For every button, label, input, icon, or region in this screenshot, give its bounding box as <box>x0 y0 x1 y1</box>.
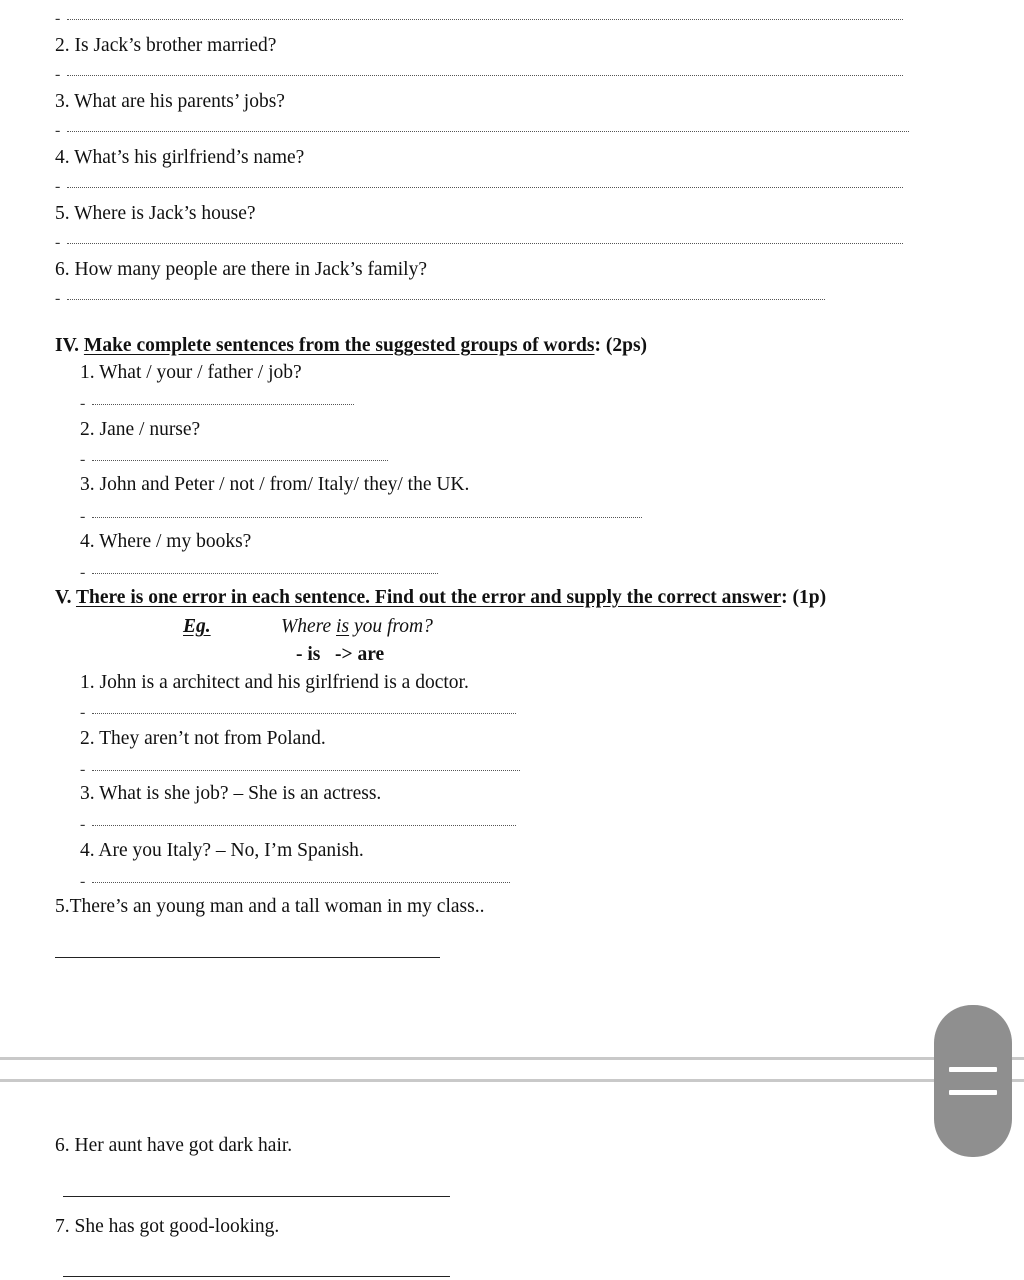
example-sentence-start: Where <box>281 616 337 637</box>
exercise-4-item-4: 4. Where / my books? <box>80 531 252 552</box>
exercise-5-item-6: 6. Her aunt have got dark hair. <box>55 1135 293 1156</box>
grip-icon <box>949 1067 997 1072</box>
question-4: 4. What’s his girlfriend’s name? <box>55 147 305 168</box>
section-5-heading <box>55 586 826 610</box>
exercise-5-item-3: 3. What is she job? – She is an actress. <box>80 783 382 804</box>
answer-line[interactable]: - <box>55 12 903 26</box>
answer-line[interactable]: - <box>55 292 825 306</box>
answer-line[interactable]: - <box>55 124 909 138</box>
exercise-5-item-5: 5.There’s an young man and a tall woman in my class.. <box>55 896 485 917</box>
exercise-4-item-1: 1. What / your / father / job? <box>80 362 302 383</box>
question-6: 6. How many people are there in Jack’s family? <box>55 259 427 280</box>
example-sentence <box>281 615 433 639</box>
grip-icon <box>949 1090 997 1095</box>
answer-line[interactable]: - <box>80 875 510 889</box>
example-sentence-end: you from? <box>349 616 433 637</box>
answer-line[interactable]: - <box>80 566 438 580</box>
answer-line[interactable]: - <box>80 706 516 720</box>
answer-line[interactable]: - <box>80 510 642 524</box>
answer-underline[interactable] <box>55 957 440 958</box>
answer-line[interactable]: - <box>55 180 903 194</box>
answer-line[interactable]: - <box>80 453 388 467</box>
example-correction: - is -> are <box>296 644 385 665</box>
question-3: 3. What are his parents’ jobs? <box>55 91 285 112</box>
section-5-points: : (1p) <box>781 587 827 608</box>
exercise-4-item-3: 3. John and Peter / not / from/ Italy/ they/ the UK. <box>80 474 470 495</box>
section-5-number: V. <box>55 587 72 608</box>
question-2: 2. Is Jack’s brother married? <box>55 35 277 56</box>
answer-underline[interactable] <box>63 1276 450 1277</box>
answer-line[interactable]: - <box>55 236 903 250</box>
exercise-5-item-2: 2. They aren’t not from Poland. <box>80 728 326 749</box>
answer-line[interactable]: - <box>55 68 903 82</box>
section-4-number: IV. <box>55 335 80 356</box>
exercise-5-item-1: 1. John is a architect and his girlfriend is a doctor. <box>80 672 469 693</box>
section-4-heading <box>55 334 647 358</box>
example-label: Eg. <box>183 616 211 637</box>
exercise-5-item-4: 4. Are you Italy? – No, I’m Spanish. <box>80 840 364 861</box>
section-4-points: : (2ps) <box>594 335 648 356</box>
answer-line[interactable]: - <box>80 818 516 832</box>
scroll-handle[interactable] <box>934 1005 1012 1157</box>
answer-line[interactable]: - <box>80 397 354 411</box>
exercise-4-item-2: 2. Jane / nurse? <box>80 419 201 440</box>
example-error-word: is <box>336 616 350 637</box>
section-4-title: Make complete sentences from the suggested groups of words <box>83 335 595 356</box>
answer-line[interactable]: - <box>80 763 520 777</box>
exercise-5-item-7: 7. She has got good-looking. <box>55 1216 280 1237</box>
section-5-title: There is one error in each sentence. Find out the error and supply the correct answer <box>75 587 782 608</box>
page-separator-top <box>0 1057 1024 1060</box>
question-5: 5. Where is Jack’s house? <box>55 203 256 224</box>
page-separator-bottom <box>0 1079 1024 1082</box>
answer-underline[interactable] <box>63 1196 450 1197</box>
